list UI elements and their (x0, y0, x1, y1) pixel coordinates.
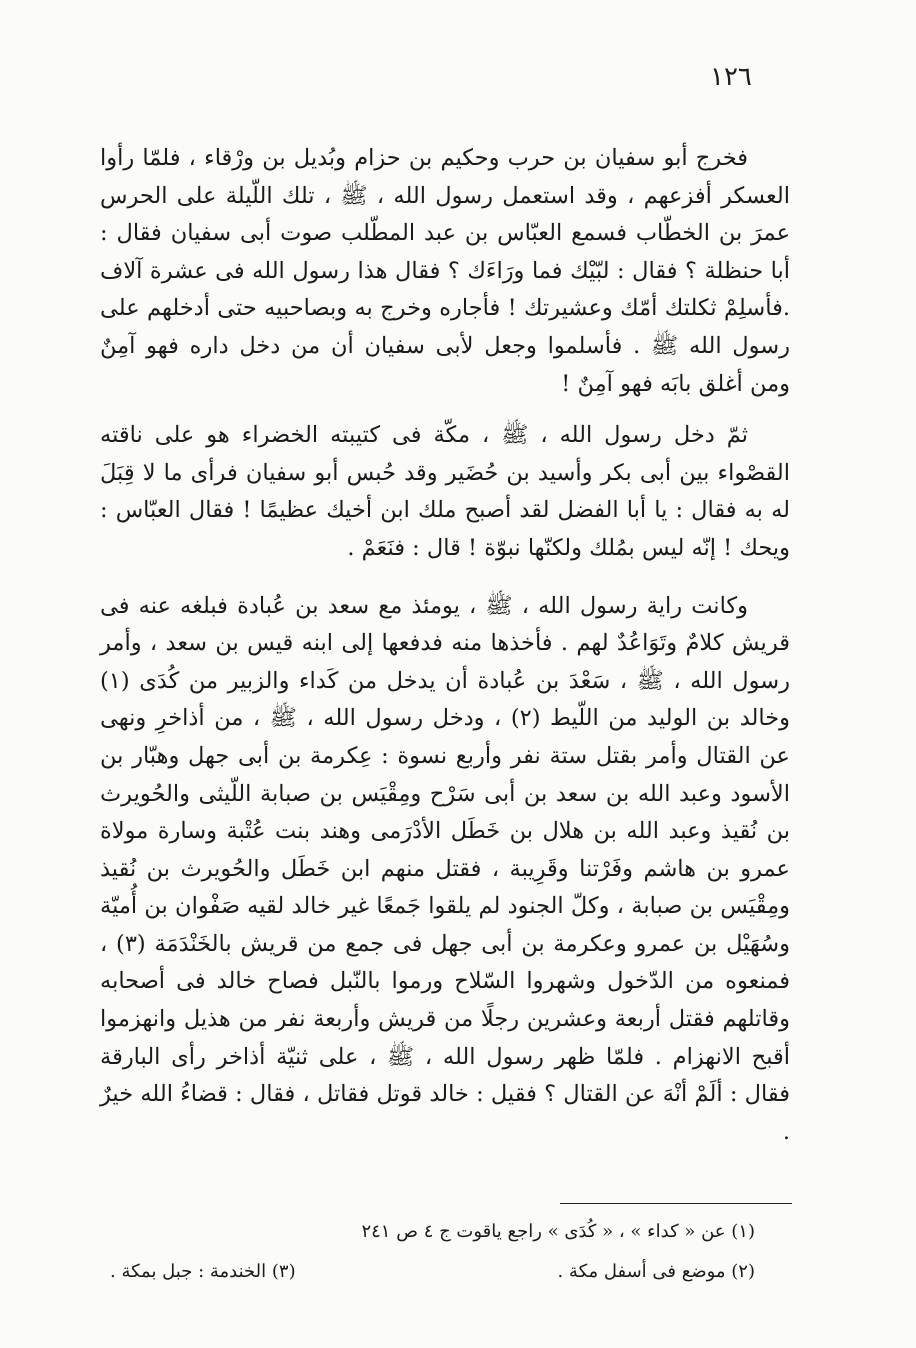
footnote-line-1 (110, 1212, 755, 1252)
footnote-2: (٢) موضع فى أسفل مكة . (557, 1261, 755, 1282)
main-text (100, 140, 790, 1151)
paragraph-3: وكانت راية رسول الله ، ﷺ ، يومئذ مع سعد بن عُبادة فبلغه عنه فى قريش كلامٌ وتَوَاعُدٌ لهم . فأخذها منه فدفعها إلى ابنه قيس بن سعد ، وأمر رسول الله ، ﷺ ، سَعْدَ بن عُبادة أن يدخل من كَداء والزبير من كُدَى (١) وخالد بن الوليد من اللّيط (٢) ، ودخل رسول الله ، ﷺ ، من أذاخرِ ونهى عن القتال وأمر بقتل ستة نفر وأربع نسوة : عِكرمة بن أبى جهل وهبّار بن الأسود وعبد الله بن سعد بن أبى سَرْح ومِقْيَس بن صبابة اللّيثى والحُويرث بن نُقيذ وعبد الله بن هلال بن خَطَل الأدْرَمى وهند بنت عُتْبة وسارة مولاة عمرو بن هاشم وفَرْتنا وقَرِيبة ، فقتل منهم ابن خَطَل والحُويرث بن نُقيذ ومِقْيَس بن صبابة ، وكلّ الجنود لم يلقوا جَمعًا غير خالد لقيه صَفْوان بن أُميّة وسُهَيْل بن عمرو وعكرمة بن أبى جهل فى جمع من قريش بالخَنْدَمَة (٣) ، فمنعوه من الدّخول وشهروا السّلاح ورموا بالنّبل فصاح خالد فى أصحابه وقاتلهم فقتل أربعة وعشرين رجلًا من قريش وأربعة نفر من هذيل وانهزموا أقبح الانهزام . فلمّا ظهر رسول الله ، ﷺ ، على ثنيّة أذاخر رأى البارقة فقال : ألَمْ أنْهَ عن القتال ؟ فقيل : خالد قوتل فقاتل ، فقال : قضاءُ الله خيرٌ . (100, 592, 790, 1145)
footnote-line-2 (110, 1252, 755, 1292)
footnote-separator (560, 1203, 792, 1204)
paragraph-1: فخرج أبو سفيان بن حرب وحكيم بن حزام وبُديل بن ورْقاء ، فلمّا رأوا العسكر أفزعهم ، وقد استعمل رسول الله ، ﷺ ، تلك اللّيلة على الحرس عمرَ بن الخطّاب فسمع العبّاس بن عبد المطّلب صوت أبى سفيان فقال : أبا حنظلة ؟ فقال : لبّيْك فما ورَاءَك ؟ فقال هذا رسول الله فى عشرة آلاف .فأسلِمْ ثكلتك أمّك وعشيرتك ! فأجاره وخرج به وبصاحبيه حتى أدخلهم على رسول الله ﷺ . فأسلموا وجعل لأبى سفيان أن من دخل داره فهو آمِنٌ ومن أغلق بابَه فهو آمِنٌ ! (100, 145, 790, 397)
page-number: ١٢٦ (710, 62, 752, 92)
footnote-1: (١) عن « كداء » ، « كُدَى » راجع ياقوت ج ٤ ص ٢٤١ (361, 1221, 755, 1242)
footnotes (110, 1212, 755, 1292)
paragraph-2: ثمّ دخل رسول الله ، ﷺ ، مكّة فى كتيبته الخضراء هو على ناقته القصْواء بين أبى بكر وأسيد بن حُضَير وقد حُبس أبو سفيان فرأى ما لا قِبَلَ له به فقال : يا أبا الفضل لقد أصبح ملك ابن أخيك عظيمًا ! فقال العبّاس : ويحك ! إنّه ليس بمُلك ولكنّها نبوّة ! قال : فنَعَمْ . (100, 422, 790, 561)
footnote-3: (٣) الخندمة : جبل بمكة . (110, 1261, 296, 1282)
